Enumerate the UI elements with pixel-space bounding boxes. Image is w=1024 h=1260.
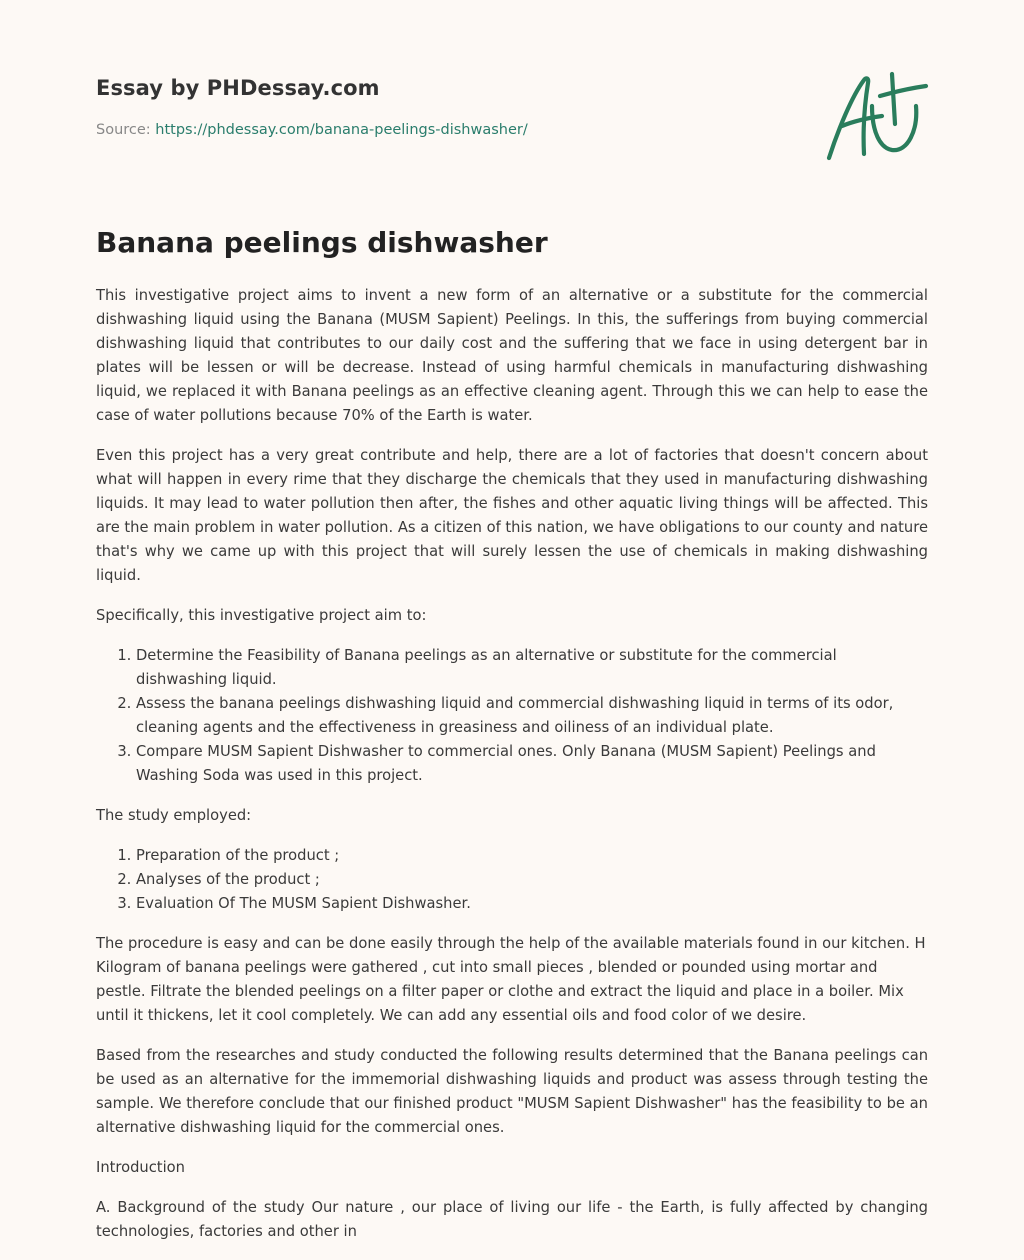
paragraph-pollution: Even this project has a very great contribute and help, there are a lot of factories that doesn't concern about what will happen in every rime that they discharge the chemicals that they used in manufacturing dishwashing liquids. It may lead to water pollution then after, the fishes and other aquatic living things will be affected. This are the main problem in water pollution. As a citizen of this nation, we have obligations to our county and nature that's why we came up with this project that will surely lessen the use of chemicals in making dishwashing liquid. [96,447,928,584]
list-item: 3. Compare MUSM Sapient Dishwasher to commercial ones. Only Banana (MUSM Sapient) Peelings and Washing Soda was used in this project. [136,740,928,788]
list-item: 2. Analyses of the product ; [136,868,928,892]
list-item: 1. Determine the Feasibility of Banana peelings as an alternative or substitute for the commercial dishwashing liquid. [136,644,928,692]
source-label: Source: [96,122,156,138]
a-plus-logo-icon [822,68,930,166]
paragraph-background: A. Background of the study Our nature , our place of living our life - the Earth, is fully affected by changing technologies, factories and other in [96,1199,928,1240]
paragraph-results: Based from the researches and study conducted the following results determined that the Banana peelings can be used as an alternative for the immemorial dishwashing liquids and product was assess through testing the sample. We therefore conclude that our finished product "MUSM Sapient Dishwasher" has the feasibility to be an alternative dishwashing liquid for the commercial ones. [96,1047,928,1136]
paragraph-introduction-heading: Introduction [96,1159,185,1176]
paragraph-aims-intro: Specifically, this investigative project aim to: [96,607,427,624]
site-title: Essay by PHDessay.com [96,76,380,100]
header [96,76,528,138]
paragraph-intro: This investigative project aims to invent a new form of an alternative or a substitute for the commercial dishwashing liquid using the Banana (MUSM Sapient) Peelings. In this, the sufferings from buying commercial dishwashing liquid that contributes to our daily cost and the suffering that we face in using detergent bar in plates will be lessen or will be decrease. Instead of using harmful chemicals in manufacturing dishwashing liquid, we replaced it with Banana peelings as an effective cleaning agent. Through this we can help to ease the case of water pollutions because 70% of the Earth is water. [96,287,928,424]
essay-body [96,284,928,1260]
source-link[interactable]: https://phdessay.com/banana-peelings-dishwasher/ [155,122,528,138]
paragraph-procedure: The procedure is easy and can be done easily through the help of the available materials found in our kitchen. H Kilogram of banana peelings were gathered , cut into small pieces , blended or pounded using mortar and pestle. Filtrate the blended peelings on a filter paper or clothe and extract the liquid and place in a boiler. Mix until it thickens, let it cool completely. We can add any essential oils and food color of we desire. [96,935,926,1024]
aims-list [96,644,928,788]
list-item: 1. Preparation of the product ; [136,844,928,868]
steps-list [96,844,928,916]
list-item: 3. Evaluation Of The MUSM Sapient Dishwasher. [136,892,928,916]
paragraph-study-employed: The study employed: [96,807,252,824]
source-line [96,122,528,138]
essay-title: Banana peelings dishwasher [96,226,548,259]
list-item: 2. Assess the banana peelings dishwashing liquid and commercial dishwashing liquid in terms of its odor, cleaning agents and the effectiveness in greasiness and oiliness of an individual plate. [136,692,928,740]
